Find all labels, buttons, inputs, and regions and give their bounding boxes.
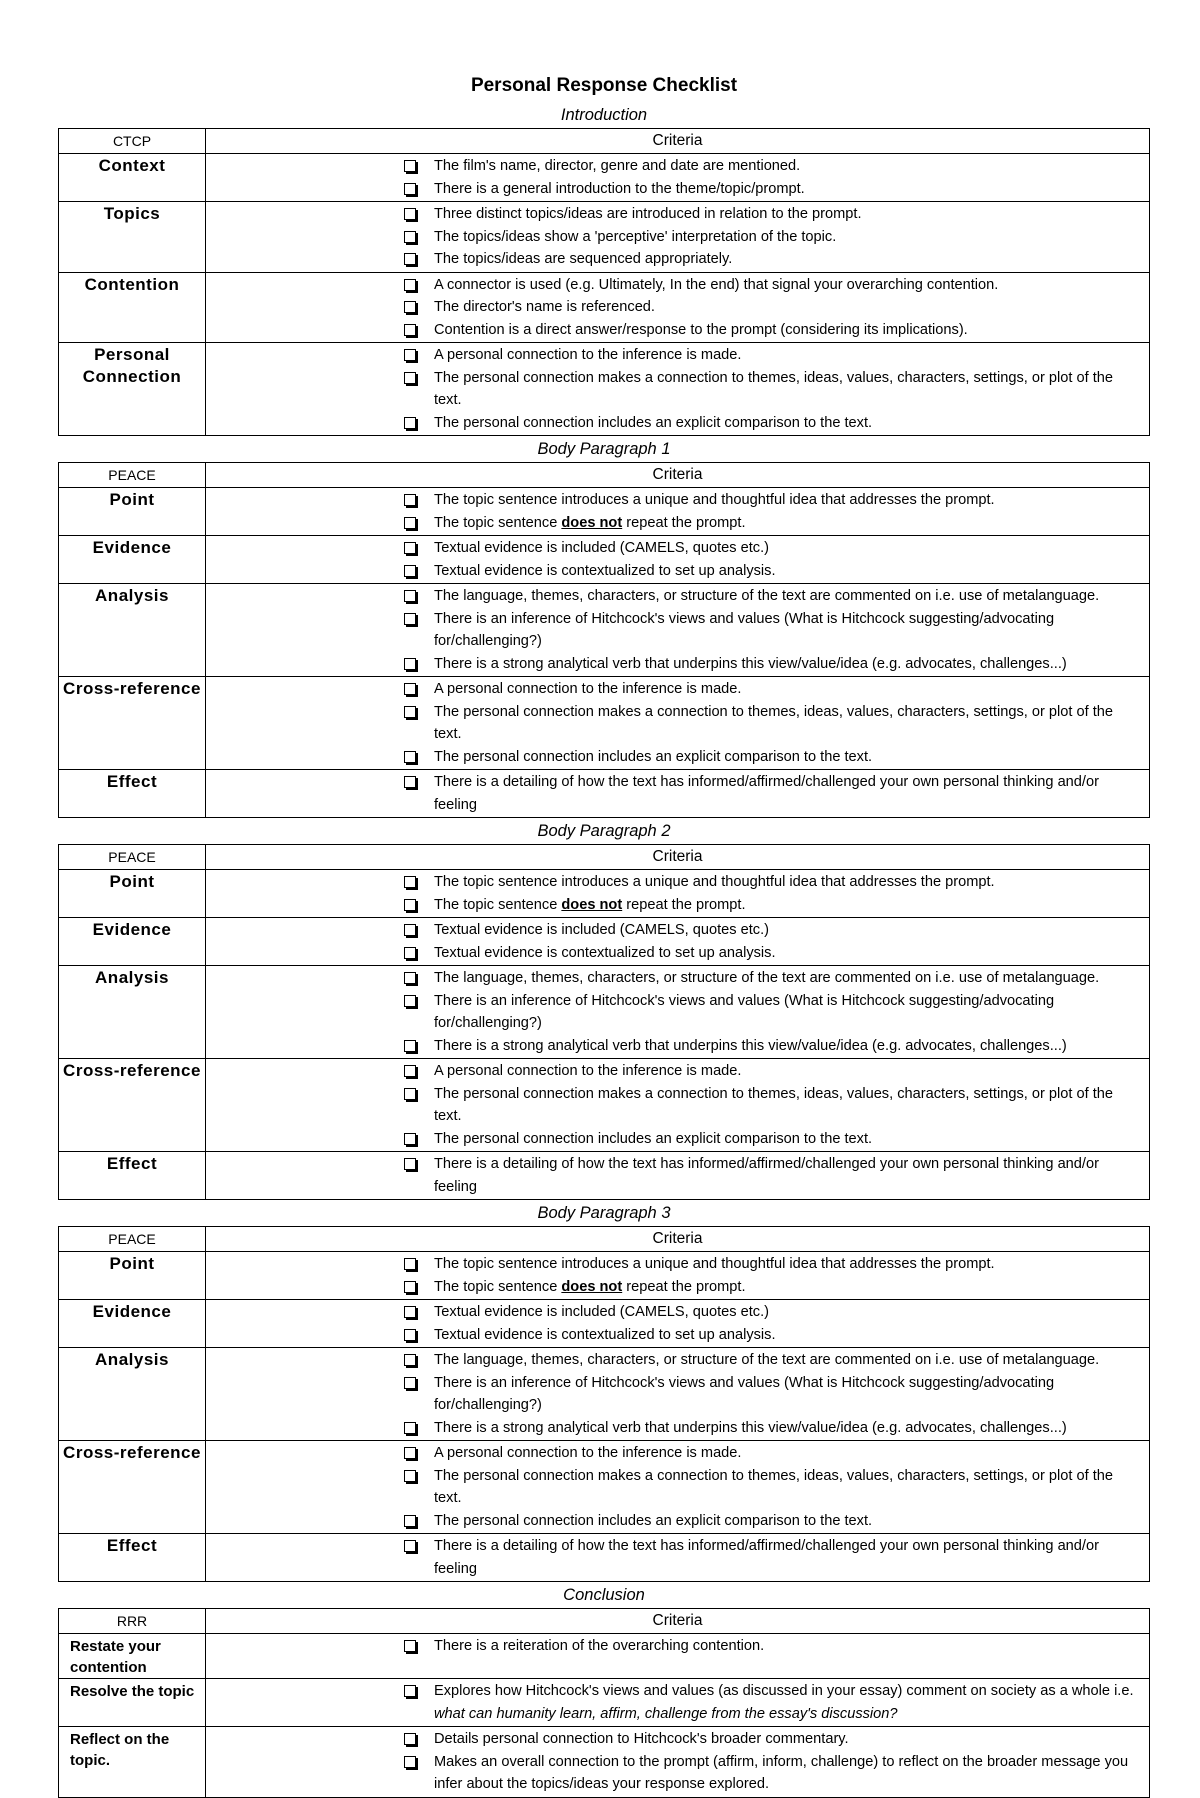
- criteria-italic-text: what can humanity learn, affirm, challenge from the essay's discussion?: [434, 1705, 898, 1722]
- checklist-table: [58, 462, 1150, 818]
- column-header-framework: PEACE: [59, 845, 206, 870]
- criteria-text: Details personal connection to Hitchcock's broader commentary.: [434, 1731, 849, 1747]
- criteria-item: [206, 537, 1149, 560]
- checkbox-icon[interactable]: [404, 1515, 416, 1527]
- row-label: Point: [59, 1252, 206, 1300]
- criteria-emphasis: does not: [561, 1278, 623, 1295]
- criteria-list: [206, 536, 1149, 583]
- criteria-item: [206, 296, 1149, 319]
- row-label: Analysis: [59, 584, 206, 677]
- criteria-list: [206, 584, 1149, 676]
- row-label: Evidence: [59, 536, 206, 584]
- checkbox-icon[interactable]: [404, 208, 416, 220]
- criteria-text: The topic sentence introduces a unique and thoughtful idea that addresses the prompt.: [434, 1256, 995, 1272]
- criteria-cell: [206, 770, 1150, 818]
- criteria-text: There is a general introduction to the theme/topic/prompt.: [434, 180, 805, 197]
- criteria-item: [206, 678, 1149, 701]
- criteria-text: The personal connection includes an explicit comparison to the text.: [434, 748, 873, 765]
- criteria-text: repeat the prompt.: [622, 896, 746, 913]
- criteria-text: There is an inference of Hitchcock's views and values (What is Hitchcock suggesting/advocating for/challenging?): [434, 610, 1055, 649]
- criteria-cell: [206, 584, 1150, 677]
- row-label: Personal Connection: [59, 343, 206, 436]
- checkbox-icon[interactable]: [404, 1065, 416, 1077]
- criteria-item: [206, 1128, 1149, 1151]
- criteria-list: [206, 488, 1149, 535]
- criteria-item: [206, 919, 1149, 942]
- criteria-emphasis: does not: [561, 896, 623, 913]
- criteria-item: [206, 1465, 1149, 1510]
- checkbox-icon[interactable]: [404, 972, 416, 984]
- criteria-cell: [206, 1679, 1150, 1727]
- checkbox-icon[interactable]: [404, 279, 416, 291]
- checkbox-icon[interactable]: [404, 494, 416, 506]
- criteria-list: [206, 918, 1149, 965]
- criteria-text: There is a strong analytical verb that underpins this view/value/idea (e.g. advocates, challenges...): [434, 655, 1067, 672]
- checkbox-icon[interactable]: [404, 565, 416, 577]
- row-label: Analysis: [59, 966, 206, 1059]
- criteria-cell: [206, 870, 1150, 918]
- table-row: [59, 1727, 1150, 1798]
- criteria-item: [206, 871, 1149, 894]
- criteria-text: The topics/ideas are sequenced appropriately.: [434, 251, 733, 267]
- criteria-text: repeat the prompt.: [622, 514, 746, 531]
- checkbox-icon[interactable]: [404, 301, 416, 313]
- criteria-cell: [206, 966, 1150, 1059]
- table-header-row: [59, 1227, 1150, 1252]
- table-row: [59, 966, 1150, 1059]
- criteria-item: [206, 942, 1149, 965]
- table-row: [59, 202, 1150, 273]
- row-label: Point: [59, 488, 206, 536]
- checklist-table: [58, 844, 1150, 1200]
- criteria-item: [206, 653, 1149, 676]
- section-heading: Body Paragraph 2: [537, 822, 671, 840]
- criteria-cell: [206, 1252, 1150, 1300]
- criteria-text: Contention is a direct answer/response to the prompt (considering its implications).: [434, 321, 968, 338]
- criteria-text: The topic sentence: [434, 514, 562, 531]
- criteria-cell: [206, 1300, 1150, 1348]
- criteria-item: [206, 319, 1149, 342]
- criteria-cell: [206, 343, 1150, 436]
- criteria-item: [206, 1635, 1149, 1658]
- criteria-text: The personal connection includes an explicit comparison to the text.: [434, 414, 873, 431]
- table-row: [59, 1534, 1150, 1582]
- criteria-cell: [206, 272, 1150, 343]
- criteria-cell: [206, 1634, 1150, 1679]
- checkbox-icon[interactable]: [404, 1447, 416, 1459]
- criteria-emphasis: does not: [561, 514, 623, 531]
- checkbox-icon[interactable]: [404, 924, 416, 936]
- criteria-text: Explores how Hitchcock's views and values (as discussed in your essay) comment on society as a whole i.e.: [434, 1683, 1134, 1699]
- criteria-list: [206, 1059, 1149, 1151]
- table-row: [59, 488, 1150, 536]
- criteria-text: The topic sentence introduces a unique and thoughtful idea that addresses the prompt.: [434, 874, 995, 890]
- checkbox-icon[interactable]: [404, 1640, 416, 1652]
- criteria-cell: [206, 677, 1150, 770]
- criteria-text: There is a strong analytical verb that underpins this view/value/idea (e.g. advocates, challenges...): [434, 1037, 1067, 1054]
- checkbox-icon[interactable]: [404, 1329, 416, 1341]
- row-label: Context: [59, 154, 206, 202]
- criteria-item: [206, 560, 1149, 583]
- checkbox-icon[interactable]: [404, 160, 416, 172]
- criteria-item: [206, 1060, 1149, 1083]
- table-row: [59, 870, 1150, 918]
- checkbox-icon[interactable]: [404, 1281, 416, 1293]
- criteria-item: [206, 489, 1149, 512]
- criteria-list: [206, 343, 1149, 435]
- criteria-list: [206, 202, 1149, 272]
- criteria-item: [206, 746, 1149, 769]
- column-header-criteria: Criteria: [206, 463, 1150, 488]
- row-label: Analysis: [59, 1348, 206, 1441]
- row-label: Effect: [59, 1534, 206, 1582]
- criteria-cell: [206, 918, 1150, 966]
- criteria-list: [206, 154, 1149, 201]
- checkbox-icon[interactable]: [404, 1470, 416, 1482]
- criteria-list: [206, 677, 1149, 769]
- checkbox-icon[interactable]: [404, 349, 416, 361]
- checklist-table: [58, 1226, 1150, 1582]
- criteria-item: [206, 274, 1149, 297]
- row-label: Point: [59, 870, 206, 918]
- criteria-text: The language, themes, characters, or structure of the text are commented on i.e. use of metalanguage.: [434, 970, 1100, 986]
- criteria-item: [206, 585, 1149, 608]
- criteria-text: There is an inference of Hitchcock's views and values (What is Hitchcock suggesting/advocating for/challenging?): [434, 992, 1055, 1031]
- criteria-list: [206, 1534, 1149, 1581]
- row-label: Effect: [59, 770, 206, 818]
- criteria-item: [206, 155, 1149, 178]
- criteria-text: The personal connection makes a connection to themes, ideas, values, characters, settings, or plot of the text.: [434, 703, 1113, 742]
- criteria-list: [206, 1252, 1149, 1299]
- checkbox-icon[interactable]: [404, 1306, 416, 1318]
- sections-container: [58, 102, 1150, 1798]
- criteria-item: [206, 1751, 1149, 1796]
- criteria-item: [206, 990, 1149, 1035]
- checklist-table: [58, 1608, 1150, 1798]
- criteria-item: [206, 894, 1149, 917]
- criteria-text: A personal connection to the inference is made.: [434, 1445, 742, 1461]
- criteria-item: [206, 344, 1149, 367]
- checkbox-icon[interactable]: [404, 324, 416, 336]
- criteria-list: [206, 1727, 1149, 1797]
- checkbox-icon[interactable]: [404, 372, 416, 384]
- section-heading: Body Paragraph 3: [537, 1204, 671, 1222]
- criteria-item: [206, 412, 1149, 435]
- criteria-item: [206, 1728, 1149, 1751]
- table-row: [59, 1441, 1150, 1534]
- table-row: [59, 918, 1150, 966]
- criteria-item: [206, 701, 1149, 746]
- column-header-criteria: Criteria: [206, 129, 1150, 154]
- column-header-framework: PEACE: [59, 1227, 206, 1252]
- row-label: Evidence: [59, 918, 206, 966]
- table-header-row: [59, 463, 1150, 488]
- table-row: [59, 1252, 1150, 1300]
- criteria-item: [206, 367, 1149, 412]
- criteria-text: Three distinct topics/ideas are introduced in relation to the prompt.: [434, 206, 862, 222]
- checkbox-icon[interactable]: [404, 947, 416, 959]
- criteria-item: [206, 771, 1149, 816]
- criteria-list: [206, 1441, 1149, 1533]
- column-header-criteria: Criteria: [206, 845, 1150, 870]
- checkbox-icon[interactable]: [404, 706, 416, 718]
- row-label: Topics: [59, 202, 206, 273]
- criteria-list: [206, 273, 1149, 343]
- checkbox-icon[interactable]: [404, 1733, 416, 1745]
- criteria-item: [206, 1535, 1149, 1580]
- criteria-text: Textual evidence is included (CAMELS, quotes etc.): [434, 540, 770, 556]
- criteria-text: A personal connection to the inference is made.: [434, 347, 742, 363]
- criteria-item: [206, 1035, 1149, 1058]
- criteria-item: [206, 178, 1149, 201]
- criteria-item: [206, 1153, 1149, 1198]
- criteria-item: [206, 203, 1149, 226]
- criteria-text: Textual evidence is included (CAMELS, quotes etc.): [434, 922, 770, 938]
- criteria-list: [206, 1679, 1149, 1726]
- row-label: Restate your contention: [59, 1634, 206, 1679]
- criteria-text: There is a reiteration of the overarching contention.: [434, 1638, 765, 1654]
- criteria-cell: [206, 488, 1150, 536]
- criteria-cell: [206, 1152, 1150, 1200]
- criteria-cell: [206, 202, 1150, 273]
- row-label: Effect: [59, 1152, 206, 1200]
- criteria-text: Makes an overall connection to the prompt (affirm, inform, challenge) to reflect on the broader message you infer about the topics/ideas your response explored.: [434, 1753, 1129, 1792]
- checkbox-icon[interactable]: [404, 417, 416, 429]
- criteria-text: repeat the prompt.: [622, 1278, 746, 1295]
- checkbox-icon[interactable]: [404, 253, 416, 265]
- checkbox-icon[interactable]: [404, 590, 416, 602]
- criteria-item: [206, 1276, 1149, 1299]
- criteria-item: [206, 1417, 1149, 1440]
- table-row: [59, 1300, 1150, 1348]
- criteria-text: The topics/ideas show a 'perceptive' interpretation of the topic.: [434, 228, 837, 245]
- column-header-criteria: Criteria: [206, 1227, 1150, 1252]
- checkbox-icon[interactable]: [404, 542, 416, 554]
- criteria-list: [206, 1348, 1149, 1440]
- section-heading: Introduction: [560, 106, 648, 124]
- table-row: [59, 154, 1150, 202]
- checkbox-icon[interactable]: [404, 1354, 416, 1366]
- criteria-list: [206, 1152, 1149, 1199]
- criteria-text: The language, themes, characters, or structure of the text are commented on i.e. use of metalanguage.: [434, 588, 1100, 604]
- table-row: [59, 343, 1150, 436]
- column-header-framework: CTCP: [59, 129, 206, 154]
- criteria-text: The language, themes, characters, or structure of the text are commented on i.e. use of metalanguage.: [434, 1352, 1100, 1368]
- criteria-item: [206, 967, 1149, 990]
- checkbox-icon[interactable]: [404, 613, 416, 625]
- criteria-text: There is a detailing of how the text has informed/affirmed/challenged your own personal thinking and/or feeling: [434, 1156, 1099, 1195]
- checkbox-icon[interactable]: [404, 776, 416, 788]
- checkbox-icon[interactable]: [404, 1685, 416, 1697]
- table-header-row: [59, 1609, 1150, 1634]
- checkbox-icon[interactable]: [404, 1040, 416, 1052]
- criteria-item: [206, 1324, 1149, 1347]
- criteria-list: [206, 966, 1149, 1058]
- criteria-text: The personal connection makes a connection to themes, ideas, values, characters, settings, or plot of the text.: [434, 1085, 1113, 1124]
- criteria-cell: [206, 1534, 1150, 1582]
- checkbox-icon[interactable]: [404, 1422, 416, 1434]
- table-row: [59, 272, 1150, 343]
- table-header-row: [59, 129, 1150, 154]
- row-label: Cross-reference: [59, 677, 206, 770]
- criteria-text: A personal connection to the inference is made.: [434, 681, 742, 697]
- criteria-text: The topic sentence: [434, 1278, 562, 1295]
- page-title: Personal Response Checklist: [470, 75, 738, 96]
- table-row: [59, 1679, 1150, 1727]
- criteria-text: Textual evidence is contextualized to set up analysis.: [434, 562, 776, 579]
- criteria-text: The personal connection makes a connection to themes, ideas, values, characters, settings, or plot of the text.: [434, 369, 1113, 408]
- table-header-row: [59, 845, 1150, 870]
- criteria-item: [206, 608, 1149, 653]
- checkbox-icon[interactable]: [404, 1088, 416, 1100]
- checkbox-icon[interactable]: [404, 1756, 416, 1768]
- row-label: Reflect on the topic.: [59, 1727, 206, 1798]
- criteria-text: There is a detailing of how the text has informed/affirmed/challenged your own personal thinking and/or feeling: [434, 1538, 1099, 1577]
- checkbox-icon[interactable]: [404, 231, 416, 243]
- criteria-text: The director's name is referenced.: [434, 299, 655, 315]
- checkbox-icon[interactable]: [404, 183, 416, 195]
- criteria-text: The personal connection includes an explicit comparison to the text.: [434, 1512, 873, 1529]
- criteria-text: The topic sentence introduces a unique and thoughtful idea that addresses the prompt.: [434, 492, 995, 508]
- criteria-text: A personal connection to the inference is made.: [434, 1063, 742, 1079]
- table-row: [59, 677, 1150, 770]
- checkbox-icon[interactable]: [404, 1158, 416, 1170]
- table-row: [59, 1059, 1150, 1152]
- criteria-item: [206, 1253, 1149, 1276]
- criteria-text: The film's name, director, genre and date are mentioned.: [434, 158, 801, 174]
- checkbox-icon[interactable]: [404, 517, 416, 529]
- criteria-cell: [206, 1441, 1150, 1534]
- row-label: Cross-reference: [59, 1441, 206, 1534]
- criteria-text: The topic sentence: [434, 896, 562, 913]
- criteria-text: Textual evidence is contextualized to set up analysis.: [434, 944, 776, 961]
- criteria-cell: [206, 1348, 1150, 1441]
- table-row: [59, 1348, 1150, 1441]
- criteria-list: [206, 770, 1149, 817]
- column-header-framework: PEACE: [59, 463, 206, 488]
- criteria-list: [206, 870, 1149, 917]
- criteria-item: [206, 1301, 1149, 1324]
- criteria-item: [206, 248, 1149, 271]
- column-header-framework: RRR: [59, 1609, 206, 1634]
- criteria-item: [206, 1680, 1149, 1725]
- checklist-page: [58, 70, 1150, 1798]
- checkbox-icon[interactable]: [404, 1133, 416, 1145]
- checklist-table: [58, 128, 1150, 436]
- table-row: [59, 536, 1150, 584]
- criteria-cell: [206, 536, 1150, 584]
- checkbox-icon[interactable]: [404, 876, 416, 888]
- criteria-item: [206, 226, 1149, 249]
- row-label: Cross-reference: [59, 1059, 206, 1152]
- criteria-text: There is an inference of Hitchcock's views and values (What is Hitchcock suggesting/advocating for/challenging?): [434, 1374, 1055, 1413]
- checkbox-icon[interactable]: [404, 751, 416, 763]
- table-row: [59, 1152, 1150, 1200]
- criteria-list: [206, 1634, 1149, 1659]
- criteria-list: [206, 1300, 1149, 1347]
- checkbox-icon[interactable]: [404, 899, 416, 911]
- row-label: Contention: [59, 272, 206, 343]
- criteria-text: There is a strong analytical verb that underpins this view/value/idea (e.g. advocates, challenges...): [434, 1419, 1067, 1436]
- table-row: [59, 1634, 1150, 1679]
- criteria-item: [206, 512, 1149, 535]
- table-row: [59, 584, 1150, 677]
- checkbox-icon[interactable]: [404, 1377, 416, 1389]
- section-heading: Body Paragraph 1: [537, 440, 671, 458]
- criteria-text: There is a detailing of how the text has informed/affirmed/challenged your own personal thinking and/or feeling: [434, 774, 1099, 813]
- column-header-criteria: Criteria: [206, 1609, 1150, 1634]
- checkbox-icon[interactable]: [404, 683, 416, 695]
- checkbox-icon[interactable]: [404, 995, 416, 1007]
- table-row: [59, 770, 1150, 818]
- criteria-cell: [206, 1727, 1150, 1798]
- criteria-item: [206, 1510, 1149, 1533]
- section-heading: Conclusion: [563, 1586, 645, 1604]
- criteria-text: A connector is used (e.g. Ultimately, In the end) that signal your overarching contention.: [434, 276, 999, 293]
- checkbox-icon[interactable]: [404, 1540, 416, 1552]
- criteria-text: The personal connection includes an explicit comparison to the text.: [434, 1130, 873, 1147]
- row-label: Evidence: [59, 1300, 206, 1348]
- checkbox-icon[interactable]: [404, 1258, 416, 1270]
- criteria-item: [206, 1372, 1149, 1417]
- criteria-cell: [206, 1059, 1150, 1152]
- criteria-item: [206, 1083, 1149, 1128]
- criteria-text: Textual evidence is included (CAMELS, quotes etc.): [434, 1304, 770, 1320]
- row-label: Resolve the topic: [59, 1679, 206, 1727]
- checkbox-icon[interactable]: [404, 658, 416, 670]
- criteria-text: Textual evidence is contextualized to set up analysis.: [434, 1326, 776, 1343]
- criteria-item: [206, 1349, 1149, 1372]
- criteria-item: [206, 1442, 1149, 1465]
- criteria-cell: [206, 154, 1150, 202]
- criteria-text: The personal connection makes a connection to themes, ideas, values, characters, settings, or plot of the text.: [434, 1467, 1113, 1506]
